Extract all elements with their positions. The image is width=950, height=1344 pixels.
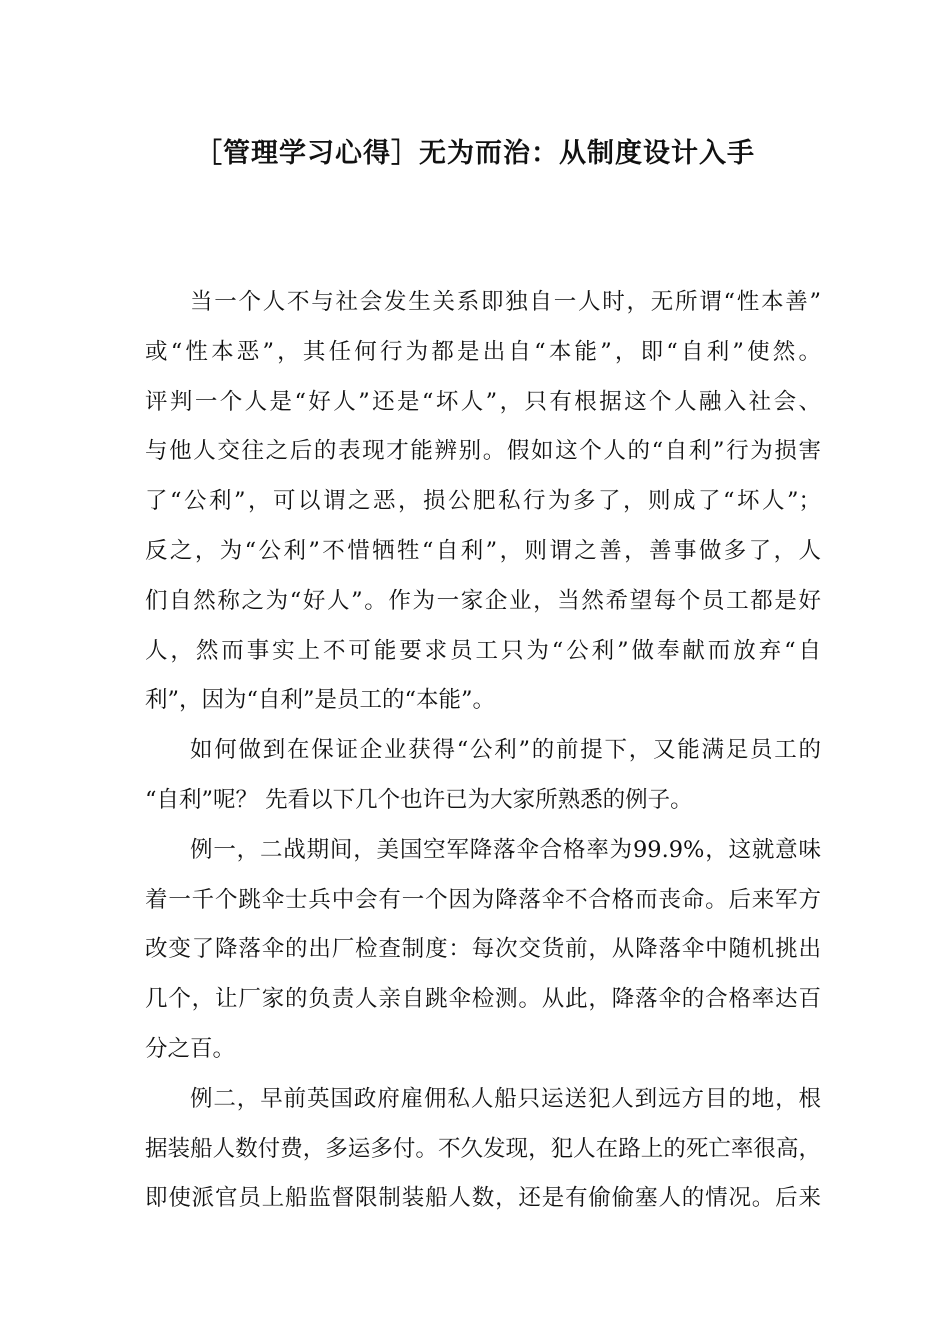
paragraph-line: “自利”呢？ 先看以下几个也许已为大家所熟悉的例子。 — [145, 786, 693, 813]
document-body — [145, 280, 821, 1226]
paragraph-line: 分之百。 — [145, 1035, 236, 1062]
paragraph-1 — [145, 280, 821, 728]
paragraph-line: 与他人交往之后的表现才能辨别。假如这个人的“自利”行为损害 — [145, 438, 821, 465]
paragraph-line: 据装船人数付费，多运多付。不久发现，犯人在路上的死亡率很高， — [145, 1135, 821, 1162]
paragraph-line: 改变了降落伞的出厂检查制度：每次交货前，从降落伞中随机挑出 — [145, 936, 821, 963]
paragraph-line: 如何做到在保证企业获得“公利”的前提下，又能满足员工的 — [190, 737, 821, 764]
paragraph-line: 利”，因为“自利”是员工的“本能”。 — [145, 687, 496, 714]
paragraph-line: 当一个人不与社会发生关系即独自一人时，无所谓“性本善” — [190, 289, 821, 315]
paragraph-line: 评判一个人是“好人”还是“坏人”，只有根据这个人融入社会、 — [145, 388, 821, 415]
paragraph-2 — [145, 728, 821, 828]
paragraph-line: 或“性本恶”，其任何行为都是出自“本能”，即“自利”使然。 — [145, 338, 821, 365]
paragraph-line: 着一千个跳伞士兵中会有一个因为降落伞不合格而丧命。后来军方 — [145, 886, 821, 913]
paragraph-3 — [145, 828, 821, 1077]
paragraph-line: 人，然而事实上不可能要求员工只为“公利”做奉献而放弃“自 — [145, 637, 821, 664]
paragraph-line: 例二，早前英国政府雇佣私人船只运送犯人到远方目的地，根 — [190, 1085, 821, 1112]
paragraph-line: 即使派官员上船监督限制装船人数，还是有偷偷塞人的情况。后来 — [145, 1185, 821, 1212]
paragraph-line: 反之，为“公利”不惜牺牲“自利”，则谓之善，善事做多了，人 — [145, 537, 821, 564]
paragraph-line: 例一，二战期间，美国空军降落伞合格率为99.9%，这就意味 — [190, 836, 821, 863]
paragraph-line: 几个，让厂家的负责人亲自跳伞检测。从此，降落伞的合格率达百 — [145, 986, 821, 1013]
paragraph-4 — [145, 1077, 821, 1226]
paragraph-line: 们自然称之为“好人”。作为一家企业，当然希望每个员工都是好 — [145, 587, 821, 614]
paragraph-line: 了“公利”，可以谓之恶，损公肥私行为多了，则成了“坏人”； — [145, 488, 821, 515]
document-title: ［管理学习心得］无为而治：从制度设计入手 — [195, 138, 755, 169]
